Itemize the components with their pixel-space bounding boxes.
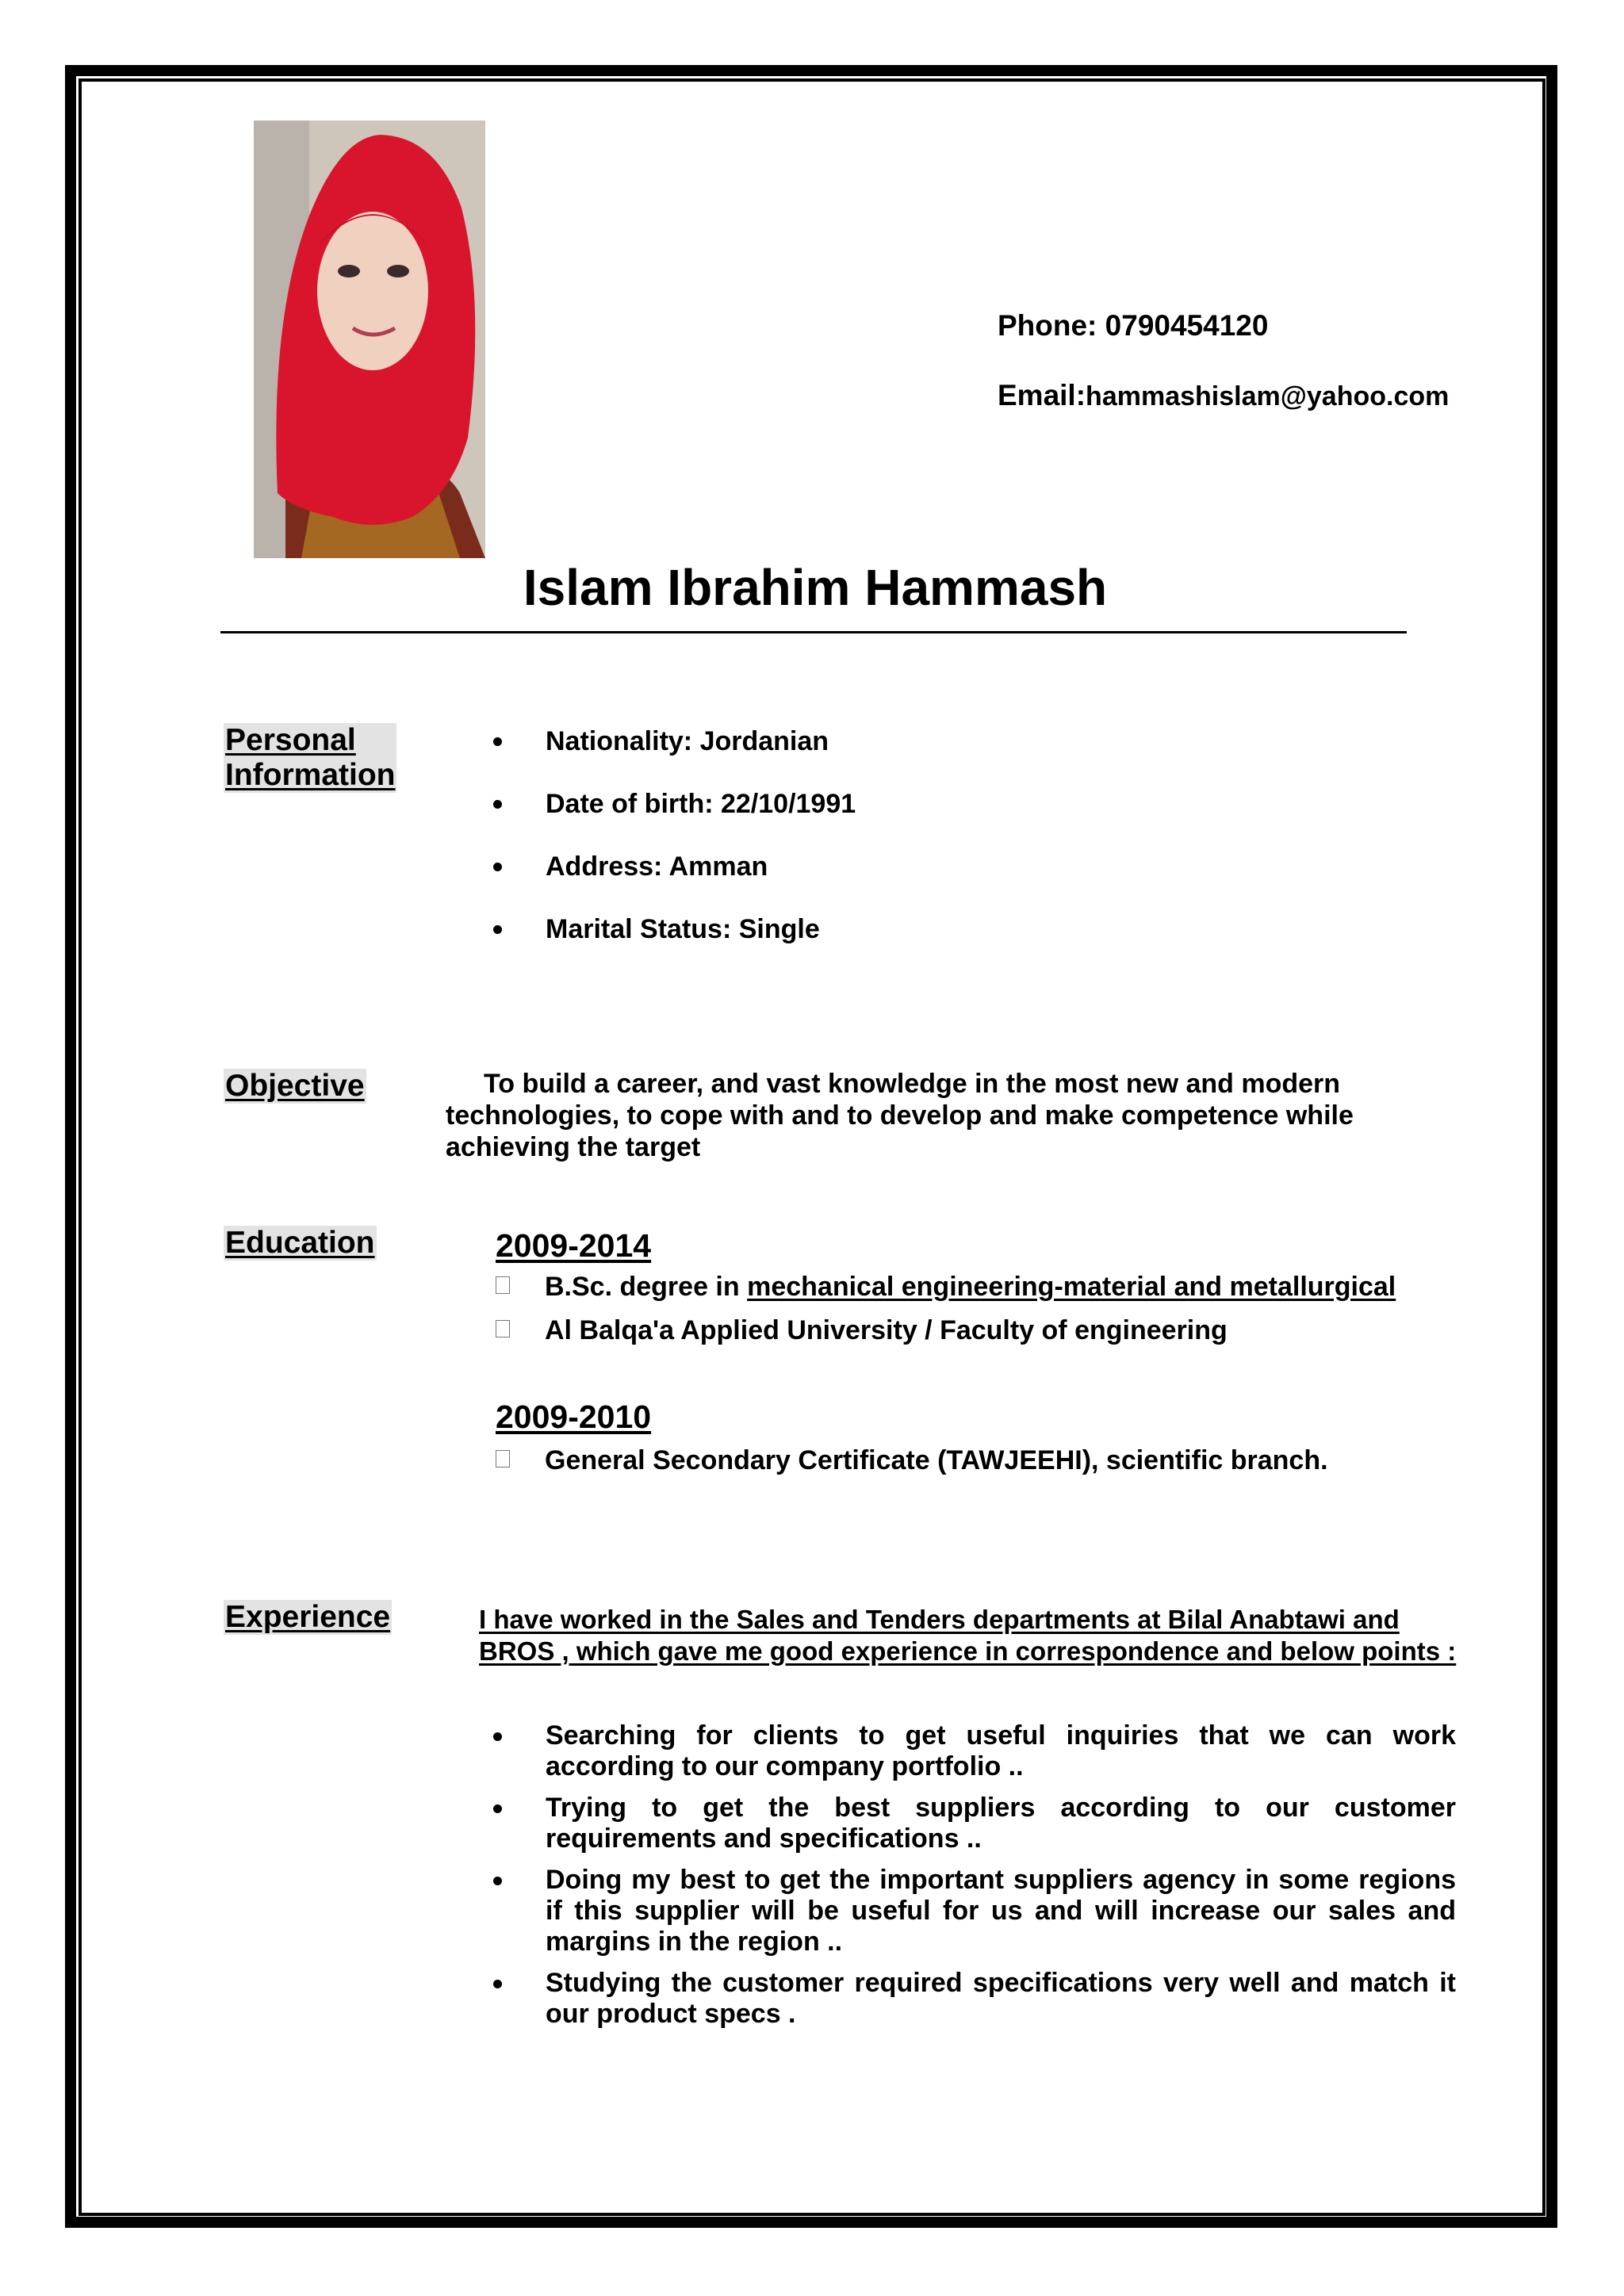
bullet-icon [493,1980,502,1988]
experience-list [492,1720,1456,2030]
section-label-education: Education [225,1226,375,1260]
phone-line [998,309,1268,342]
education-university: Al Balqa'a Applied University / Faculty of engineering [496,1314,1228,1346]
bullet-icon [493,800,502,809]
bullet-icon [493,1732,502,1741]
checkbox-icon [496,1450,510,1468]
list-item: Marital Status: Single [492,913,856,945]
checkbox-icon [496,1276,510,1294]
section-label-experience: Experience [225,1600,391,1634]
list-item: Studying the customer required specifications very well and match it our product specs . [492,1968,1456,2030]
name-divider [220,631,1407,633]
email-value[interactable]: hammashislam@yahoo.com [1086,381,1450,411]
education-secondary: General Secondary Certificate (TAWJEEHI), scientific branch. [496,1445,1328,1476]
candidate-name: Islam Ibrahim Hammash [523,559,1108,616]
email-label: Email: [998,379,1086,411]
list-item: Trying to get the best suppliers according to our customer requirements and specifications .. [492,1793,1456,1854]
list-item: Doing my best to get the important suppliers agency in some regions if this supplier will be useful for us and will increase our sales and margins in the region .. [492,1865,1456,1957]
education-year: 2009-2014 [496,1227,652,1264]
section-label-personal: Personal Information [225,723,396,792]
profile-photo [254,121,485,558]
section-label-objective: Objective [225,1069,365,1103]
education-year: 2009-2010 [496,1399,652,1435]
bullet-icon [493,1877,502,1885]
list-item: Nationality: Jordanian [492,725,856,757]
list-item: Date of birth: 22/10/1991 [492,788,856,820]
list-item: Searching for clients to get useful inquiries that we can work according to our company portfolio .. [492,1720,1456,1782]
education-degree: B.Sc. degree in mechanical engineering-material and metallurgical [496,1271,1396,1303]
bullet-icon [493,1804,502,1813]
objective-text: To build a career, and vast knowledge in the most new and modern technologies, to cope with and to develop and make competence while achieving the target [446,1069,1354,1162]
phone-value: 0790454120 [1105,309,1269,342]
bullet-icon [493,863,502,871]
email-line [998,379,1449,412]
list-item: Address: Amman [492,851,856,882]
bullet-icon [493,925,502,934]
phone-label: Phone: [998,309,1105,342]
checkbox-icon [496,1320,510,1337]
personal-info-list [492,725,856,945]
bullet-icon [493,737,502,746]
experience-intro: I have worked in the Sales and Tenders departments at Bilal Anabtawi and BROS , which gave me good experience in correspondence and below points : [479,1605,1457,1666]
